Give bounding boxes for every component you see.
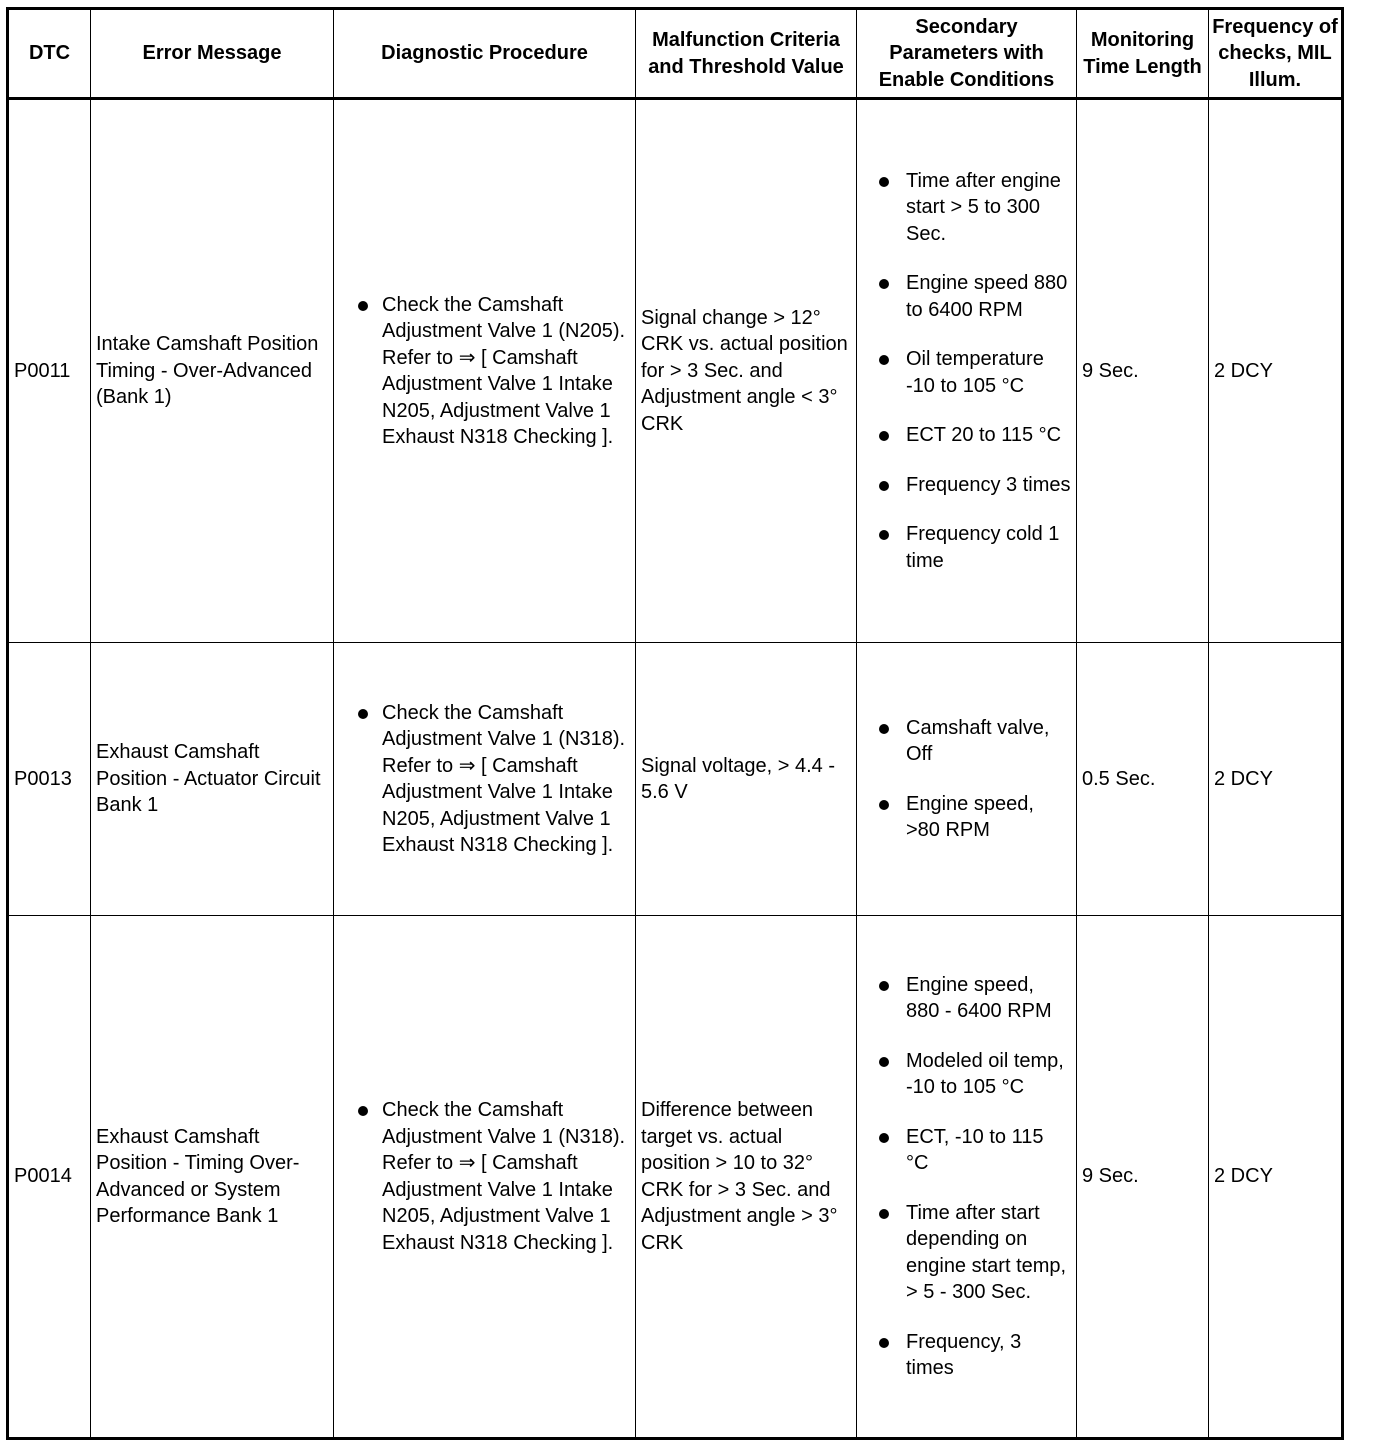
secondary-parameter: Frequency cold 1 time [862, 521, 1071, 574]
check-frequency: 2 DCY [1209, 916, 1343, 1439]
secondary-parameter: Time after start depending on engine start temp, > 5 - 300 Sec. [862, 1200, 1071, 1306]
diagnostic-procedure [334, 99, 636, 643]
secondary-parameters [857, 916, 1077, 1439]
secondary-parameters [857, 643, 1077, 916]
secondary-parameter: Frequency, 3 times [862, 1329, 1071, 1382]
header-frequency: Frequency of checks, MIL Illum. [1209, 9, 1343, 99]
check-frequency: 2 DCY [1209, 643, 1343, 916]
diagnostic-procedure [334, 643, 636, 916]
header-row [8, 9, 1343, 99]
dtc-code: P0013 [8, 643, 91, 916]
dtc-code: P0011 [8, 99, 91, 643]
header-monitoring-time: Monitoring Time Length [1077, 9, 1209, 99]
secondary-parameter: Frequency 3 times [862, 472, 1071, 499]
secondary-parameter: ECT 20 to 115 °C [862, 422, 1071, 449]
secondary-parameters [857, 99, 1077, 643]
error-message: Exhaust Camshaft Position - Actuator Circuit Bank 1 [91, 643, 334, 916]
secondary-parameter: Engine speed, >80 RPM [862, 791, 1071, 844]
table-row [8, 643, 1343, 916]
header-malfunction-criteria: Malfunction Criteria and Threshold Value [636, 9, 857, 99]
malfunction-criteria: Signal voltage, > 4.4 - 5.6 V [636, 643, 857, 916]
secondary-parameter: Oil temperature -10 to 105 °C [862, 346, 1071, 399]
table-row [8, 916, 1343, 1439]
check-frequency: 2 DCY [1209, 99, 1343, 643]
secondary-parameter: Engine speed 880 to 6400 RPM [862, 270, 1071, 323]
secondary-parameter: ECT, -10 to 115 °C [862, 1124, 1071, 1177]
secondary-parameter: Engine speed, 880 - 6400 RPM [862, 972, 1071, 1025]
malfunction-criteria: Difference between target vs. actual position > 10 to 32° CRK for > 3 Sec. and Adjustment angle > 3° CRK [636, 916, 857, 1439]
error-message: Exhaust Camshaft Position - Timing Over-Advanced or System Performance Bank 1 [91, 916, 334, 1439]
header-secondary-parameters: Secondary Parameters with Enable Conditions [857, 9, 1077, 99]
diagnostic-procedure [334, 916, 636, 1439]
procedure-step: Check the Camshaft Adjustment Valve 1 (N205). Refer to ⇒ [ Camshaft Adjustment Valve 1 Intake N205, Adjustment Valve 1 Exhaust N318 Checking ]. [339, 292, 630, 451]
header-diagnostic-procedure: Diagnostic Procedure [334, 9, 636, 99]
dtc-code: P0014 [8, 916, 91, 1439]
secondary-parameter: Modeled oil temp, -10 to 105 °C [862, 1048, 1071, 1101]
dtc-table [6, 7, 1344, 1440]
malfunction-criteria: Signal change > 12° CRK vs. actual position for > 3 Sec. and Adjustment angle < 3° CRK [636, 99, 857, 643]
header-error-message: Error Message [91, 9, 334, 99]
monitoring-time: 0.5 Sec. [1077, 643, 1209, 916]
header-dtc: DTC [8, 9, 91, 99]
monitoring-time: 9 Sec. [1077, 99, 1209, 643]
table-row [8, 99, 1343, 643]
procedure-step: Check the Camshaft Adjustment Valve 1 (N318). Refer to ⇒ [ Camshaft Adjustment Valve 1 Intake N205, Adjustment Valve 1 Exhaust N318 Checking ]. [339, 1097, 630, 1256]
monitoring-time: 9 Sec. [1077, 916, 1209, 1439]
secondary-parameter: Camshaft valve, Off [862, 715, 1071, 768]
secondary-parameter: Time after engine start > 5 to 300 Sec. [862, 168, 1071, 248]
error-message: Intake Camshaft Position Timing - Over-Advanced (Bank 1) [91, 99, 334, 643]
procedure-step: Check the Camshaft Adjustment Valve 1 (N318). Refer to ⇒ [ Camshaft Adjustment Valve 1 Intake N205, Adjustment Valve 1 Exhaust N318 Checking ]. [339, 700, 630, 859]
